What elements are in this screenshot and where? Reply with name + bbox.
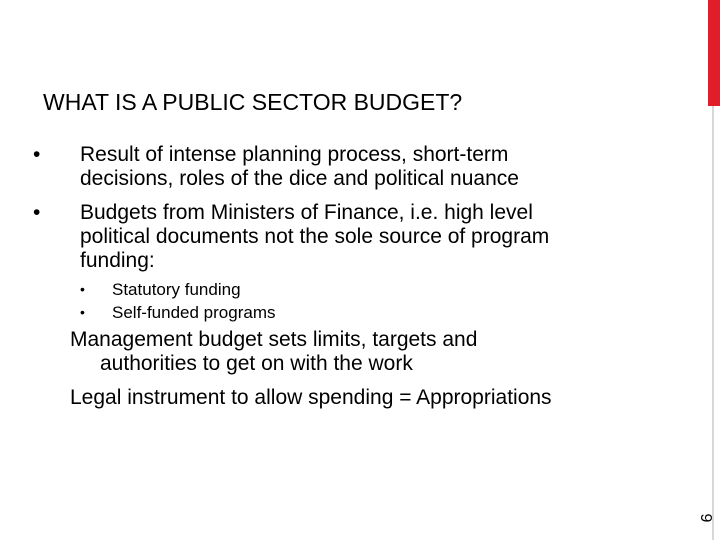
- right-rule: [712, 106, 714, 540]
- bullet-marker: •: [33, 143, 41, 166]
- paragraph-line: authorities to get on with the work: [100, 352, 413, 375]
- accent-bar: [708, 0, 720, 106]
- bullet-line: decisions, roles of the dice and political nuance: [80, 167, 519, 190]
- bullet-line: political documents not the sole source of program: [80, 225, 550, 248]
- bullet-line: Result of intense planning process, short-term: [80, 143, 509, 166]
- bullet-line: funding:: [80, 249, 155, 272]
- paragraph: [70, 328, 650, 376]
- paragraph-line: Legal instrument to allow spending = Appropriations: [70, 386, 552, 409]
- bullet-text: [80, 143, 640, 191]
- bullet-line: Budgets from Ministers of Finance, i.e. high level: [80, 201, 533, 224]
- paragraph: [70, 386, 650, 410]
- slide-title: WHAT IS A PUBLIC SECTOR BUDGET?: [43, 89, 463, 115]
- paragraph-line: Management budget sets limits, targets and: [70, 328, 478, 351]
- sub-bullet-marker: •: [80, 281, 85, 297]
- sub-bullet-marker: •: [80, 304, 85, 320]
- bullet-marker: •: [33, 201, 41, 224]
- page-number: 9: [697, 513, 714, 523]
- sub-bullet-text: Statutory funding: [112, 280, 241, 299]
- bullet-text: [80, 201, 640, 273]
- sub-bullet-text: Self-funded programs: [112, 303, 276, 322]
